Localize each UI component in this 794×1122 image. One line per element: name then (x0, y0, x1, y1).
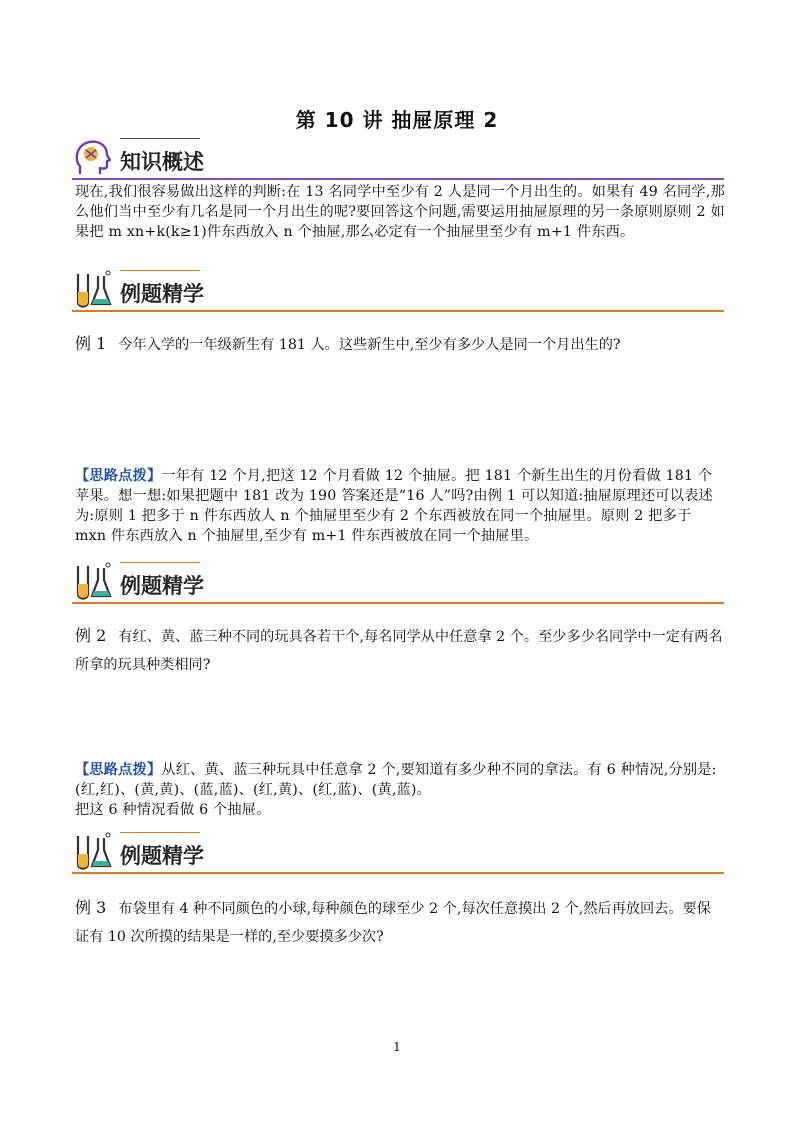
knowledge-paragraph: 现在,我们很容易做出这样的判断:在 13 名同学中至少有 2 人是同一个月出生的。如果有 49 名同学,那么他们当中至少有几名是同一个月出生的呢?要回答这个问题,需要运用抽屉原理的另一条原则原则 2 如果把 m xn+k(k≥1)件东西放入 n 个抽屉,那么必定有一个抽屉里至少有 m+1 件东西。 (75, 184, 725, 240)
page-number: 1 (393, 1040, 401, 1054)
section-rule (72, 602, 724, 604)
example-text: 有红、黄、蓝三种不同的玩具各若干个,每名同学从中任意拿 2 个。至少多少名同学中一定有两名所拿的玩具种类相同? (75, 629, 723, 673)
section-rule (72, 310, 724, 312)
header-topline (120, 832, 200, 833)
section-rule (72, 872, 724, 874)
section-heading: 例题精学 (120, 844, 204, 868)
section-heading: 例题精学 (120, 574, 204, 598)
example-number: 例 2 (75, 626, 107, 645)
section-header-example-1 (72, 268, 724, 312)
section-header-example-3 (72, 830, 724, 874)
header-topline (120, 270, 200, 271)
header-topline (120, 138, 200, 139)
example-2-question (75, 622, 725, 679)
hint-text: 一年有 12 个月,把这 12 个月看做 12 个抽屉。把 181 个新生出生的月份看做 181 个苹果。想一想:如果把题中 181 改为 190 答案还是“16 人”吗?由例 1 可以知道:抽屉原理还可以表述为:原则 1 把多于 n 件东西放人 n 个抽屉里至少有 2 个东西被放在同一个抽屉里。原则 2 把多于 mxn 件东西放入 n 个抽屉里,至少有 m+1 件东西被放在同一个抽屉里。 (75, 468, 713, 544)
section-header-example-2 (72, 560, 724, 604)
section-heading: 例题精学 (120, 282, 204, 306)
example-3-question (75, 894, 725, 951)
section-header-knowledge (72, 136, 724, 180)
example-number: 例 3 (75, 898, 107, 917)
example-2-hint (75, 760, 725, 820)
example-text: 布袋里有 4 种不同颜色的小球,每种颜色的球至少 2 个,每次任意摸出 2 个,然后再放回去。要保证有 10 次所摸的结果是一样的,至少要摸多少次? (75, 901, 711, 945)
section-heading: 知识概述 (120, 150, 204, 174)
example-number: 例 1 (75, 334, 107, 353)
section-rule (72, 178, 724, 180)
example-1-question (75, 330, 725, 359)
example-text: 今年入学的一年级新生有 181 人。这些新生中,至少有多少人是同一个月出生的? (118, 337, 621, 353)
hint-text-line-2: 把这 6 种情况看做 6 个抽屉。 (75, 802, 271, 818)
hint-label: 【思路点拨】 (75, 468, 162, 484)
page-title: 第 10 讲 抽屉原理 2 (295, 108, 499, 132)
header-topline (120, 562, 200, 563)
hint-label: 【思路点拨】 (75, 762, 162, 778)
lab-flask-icon (72, 268, 114, 310)
lab-flask-icon (72, 830, 114, 872)
lab-flask-icon (72, 560, 114, 602)
example-1-hint (75, 466, 725, 546)
hint-text: 从红、黄、蓝三种玩具中任意拿 2 个,要知道有多少种不同的拿法。有 6 种情况,分别是:(红,红)、(黄,黄)、(蓝,蓝)、(红,黄)、(红,蓝)、(黄,蓝)。 (75, 762, 717, 798)
brain-head-icon (72, 136, 114, 178)
